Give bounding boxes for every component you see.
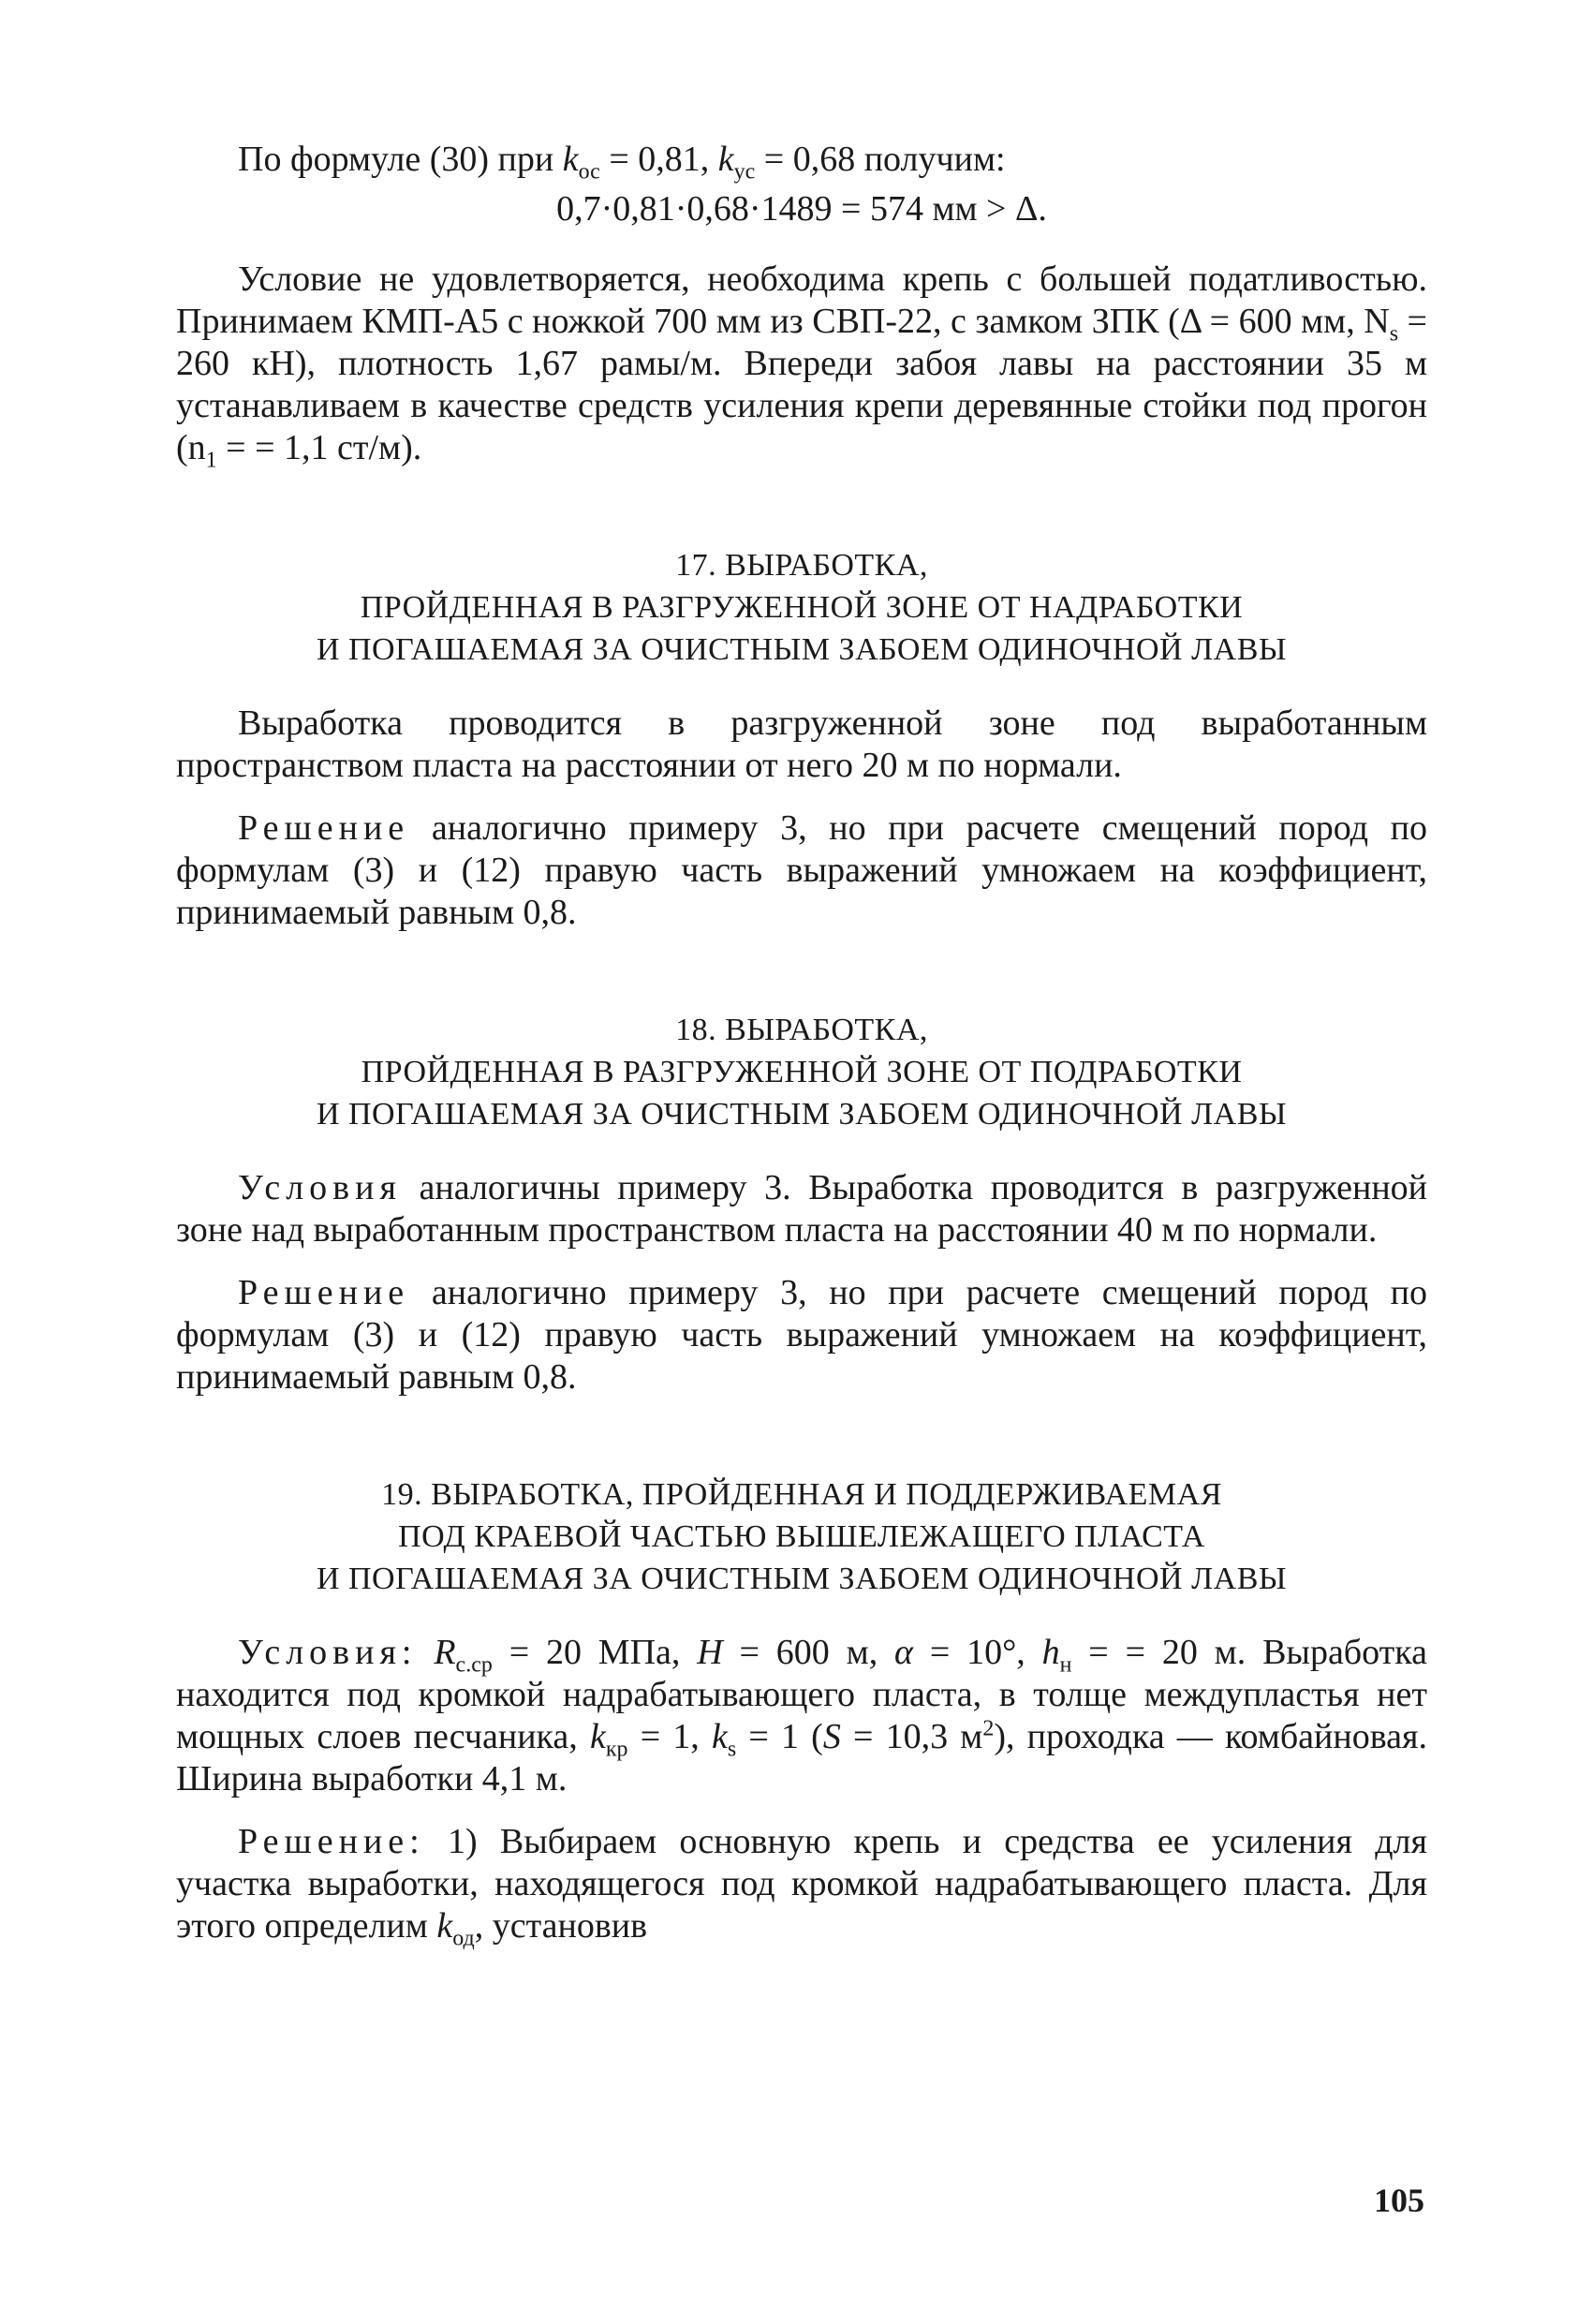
symbol-k: k — [562, 140, 579, 179]
symbol-s: S — [822, 1717, 841, 1756]
text-run: Условие не удовлетворяется, необходима крепь с большей податливостью. Принимаем КМП-А5 с ножкой 700 мм из СВП-22, с замком ЗПК (Δ = 600 мм, N — [176, 259, 1427, 341]
text-run: аналогично примеру 3, но при расчете смещений пород по формулам (3) и (12) правую часть выражений умножаем на коэффициент, принимаемый равным 0,8. — [176, 1273, 1427, 1397]
text-run: = 260 кН), плотность 1,67 рамы/м. Впереди забоя лавы на расстоянии 35 м устанавливаем в качестве средств усиления крепи деревянные стойки под прогон (n — [176, 302, 1427, 467]
text-run: = 600 м, — [722, 1633, 895, 1672]
section-18-conditions — [176, 1167, 1427, 1251]
text-run: = 20 МПа, — [492, 1633, 698, 1672]
superscript: 2 — [982, 1716, 995, 1741]
conditions-label: Условия: — [238, 1633, 418, 1672]
symbol-k: k — [589, 1717, 606, 1756]
section-17-title-line-3: И ПОГАШАЕМАЯ ЗА ОЧИСТНЫМ ЗАБОЕМ ОДИНОЧНОЙ ЛАВЫ — [316, 632, 1288, 667]
subscript: s — [1389, 321, 1399, 347]
symbol-k: k — [711, 1717, 728, 1756]
section-17 — [176, 544, 1427, 934]
section-19 — [176, 1473, 1427, 1951]
symbol-h-small: h — [1041, 1633, 1060, 1672]
text-run: = 10,3 м — [840, 1717, 983, 1756]
text-run: , установив — [474, 1906, 648, 1946]
text-run: = 0,81, — [599, 140, 718, 179]
section-19-solution — [176, 1821, 1427, 1951]
section-17-title-line-1: 17. ВЫРАБОТКА, — [675, 548, 928, 583]
section-17-solution — [176, 807, 1427, 934]
subscript: кр — [605, 1737, 628, 1762]
text-run: аналогичны примеру 3. Выработка проводится в разгруженной зоне над выработанным пространством пласта на расстоянии 40 м по нормали. — [176, 1168, 1427, 1250]
solution-label: Решение — [238, 1273, 410, 1312]
text-run: = 0,68 получим: — [755, 140, 1006, 179]
formula-line: 0,7·0,81·0,68·1489 = 574 мм > Δ. — [556, 189, 1047, 229]
section-18 — [176, 1009, 1427, 1399]
section-19-title-line-1: 19. ВЫРАБОТКА, ПРОЙДЕННАЯ И ПОДДЕРЖИВАЕМАЯ — [381, 1477, 1222, 1512]
page-number: 105 — [1374, 2182, 1424, 2219]
text-run: = 1 ( — [736, 1717, 823, 1756]
text-run: = = 20 м. Выработка находится под кромкой надрабатывающего пласта, в толще междупластья нет мощных слоев песчаника, — [176, 1633, 1427, 1756]
document-page — [176, 139, 1427, 1951]
intro-line — [176, 139, 1427, 185]
text-run: = 1, — [627, 1717, 712, 1756]
text-run: = = 1,1 ст/м). — [216, 428, 422, 467]
section-19-title-line-3: И ПОГАШАЕМАЯ ЗА ОЧИСТНЫМ ЗАБОЕМ ОДИНОЧНОЙ ЛАВЫ — [316, 1562, 1288, 1596]
conditions-label: Условия — [238, 1168, 402, 1207]
symbol-r: R — [434, 1633, 456, 1672]
symbol-k: k — [436, 1906, 453, 1946]
subscript: s — [727, 1737, 737, 1762]
solution-label: Решение: — [238, 1822, 425, 1861]
symbol-k: k — [717, 140, 734, 179]
text-run: По формуле (30) при — [238, 140, 563, 179]
text-run: аналогично примеру 3, но при расчете смещений пород по формулам (3) и (12) правую часть выражений умножаем на коэффициент, принимаемый равным 0,8. — [176, 808, 1427, 932]
symbol-alpha: α — [894, 1633, 913, 1672]
solution-label: Решение — [238, 808, 410, 848]
section-19-conditions — [176, 1632, 1427, 1800]
section-17-paragraph: Выработка проводится в разгруженной зоне под выработанным пространством пласта на расстоянии от него 20 м по нормали. — [176, 703, 1427, 785]
section-19-title-line-2: ПОД КРАЕВОЙ ЧАСТЬЮ ВЫШЕЛЕЖАЩЕГО ПЛАСТА — [398, 1519, 1205, 1554]
section-17-title-line-2: ПРОЙДЕННАЯ В РАЗГРУЖЕННОЙ ЗОНЕ ОТ НАДРАБОТКИ — [360, 590, 1244, 625]
subscript: ос — [578, 159, 600, 185]
intro-paragraph — [176, 259, 1427, 473]
subscript: ус — [733, 159, 756, 185]
section-18-title-line-3: И ПОГАШАЕМАЯ ЗА ОЧИСТНЫМ ЗАБОЕМ ОДИНОЧНОЙ ЛАВЫ — [316, 1097, 1288, 1132]
section-18-solution — [176, 1272, 1427, 1399]
symbol-h: H — [697, 1633, 723, 1672]
text-run: 1) Выбираем основную крепь и средства ее усиления для участка выработки, находящегося под кромкой надрабатывающего пласта. Для этого определим — [176, 1822, 1427, 1946]
section-18-title-line-1: 18. ВЫРАБОТКА, — [675, 1013, 928, 1047]
subscript: од — [452, 1926, 475, 1951]
subscript: с.ср — [455, 1652, 493, 1678]
subscript: н — [1059, 1652, 1072, 1678]
section-18-title-line-2: ПРОЙДЕННАЯ В РАЗГРУЖЕННОЙ ЗОНЕ ОТ ПОДРАБОТКИ — [361, 1055, 1243, 1089]
text-run: = 10°, — [912, 1633, 1042, 1672]
subscript: 1 — [205, 448, 217, 473]
text-run: ), проходка — комбайновая. Ширина выработки 4,1 м. — [176, 1717, 1427, 1799]
